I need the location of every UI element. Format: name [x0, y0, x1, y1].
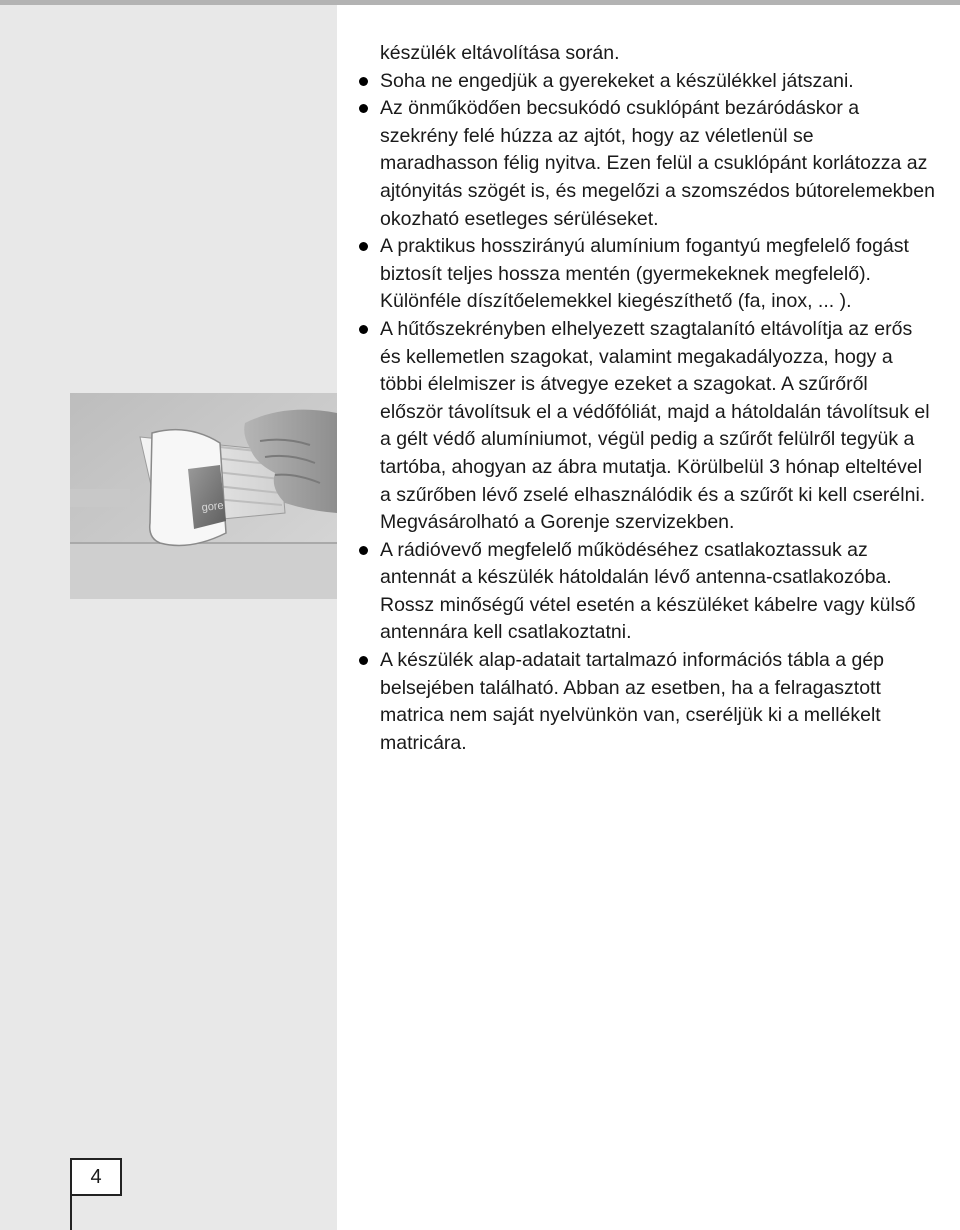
bullet-text: A rádióvevő megfelelő működéséhez csatlakoztassuk az antennát a készülék hátoldalán lévő antenna-csatlakozóba. Rossz minőségű vétel esetén a készüléket kábelre vagy külső antennára kell csatlakoztatni. — [380, 538, 916, 644]
bullet-item — [356, 647, 936, 757]
bullet-text: A készülék alap-adatait tartalmazó információs tábla a gép belsejében található. Abban az esetben, ha a felragasztott matrica nem saját nyelvünkön van, cseréljük ki a mellékelt matricára. — [380, 649, 885, 754]
bullet-icon — [359, 104, 368, 113]
photo-logo-text: gore — [201, 499, 225, 514]
lead-paragraph: készülék eltávolítása során. — [380, 42, 620, 64]
left-margin-column — [0, 5, 337, 1230]
bullet-text: A praktikus hosszirányú alumínium fogantyú megfelelő fogást biztosít teljes hossza mentén (gyermekeknek megfelelő). Különféle díszítőelemekkel kiegészíthető (fa, inox, ... ). — [380, 235, 909, 313]
odor-filter-photo — [70, 393, 337, 599]
bullet-text: Soha ne engedjük a gyerekeket a készülékkel játszani. — [380, 69, 854, 92]
page-number — [70, 1158, 122, 1196]
page-number-label: 4 — [90, 1165, 102, 1188]
bullet-icon — [359, 656, 368, 665]
bullet-item — [356, 537, 936, 647]
bullet-item — [356, 233, 936, 316]
bullet-item — [356, 95, 936, 233]
bullet-icon — [359, 77, 368, 86]
bullet-text: Az önműködően becsukódó csuklópánt bezáródáskor a szekrény felé húzza az ajtót, hogy az véletlenül se maradhasson félig nyitva. Ezen felül a csuklópánt korlátozza az ajtónyitás szögét is, és megelőzi a szomszédos bútorelemekben okozható esetleges sérüléseket. — [380, 97, 935, 230]
instructions-text — [356, 40, 936, 757]
bullet-item — [356, 68, 936, 96]
bullet-icon — [359, 546, 368, 555]
bullet-icon — [359, 325, 368, 334]
bullet-item — [356, 316, 936, 537]
bullet-text: A hűtőszekrényben elhelyezett szagtalanító eltávolítja az erős és kellemetlen szagokat, valamint megakadályozza, hogy a többi élelmiszer is átvegye ezeket a szagokat. A szűrőről először távolítsuk el a védőfóliát, majd a hátoldalán távolítsuk el a gélt védő alumíniumot, végül pedig a szűrőt felülről tegyük a tartóba, ahogyan az ábra mutatja. Körülbelül 3 hónap elteltével a szűrőben lévő zselé elhasználódik és a szűrőt ki kell cserélni. Megvásárolható a Gorenje szervizekben. — [380, 317, 930, 534]
bullet-icon — [359, 242, 368, 251]
page-number-rule — [70, 1196, 72, 1230]
